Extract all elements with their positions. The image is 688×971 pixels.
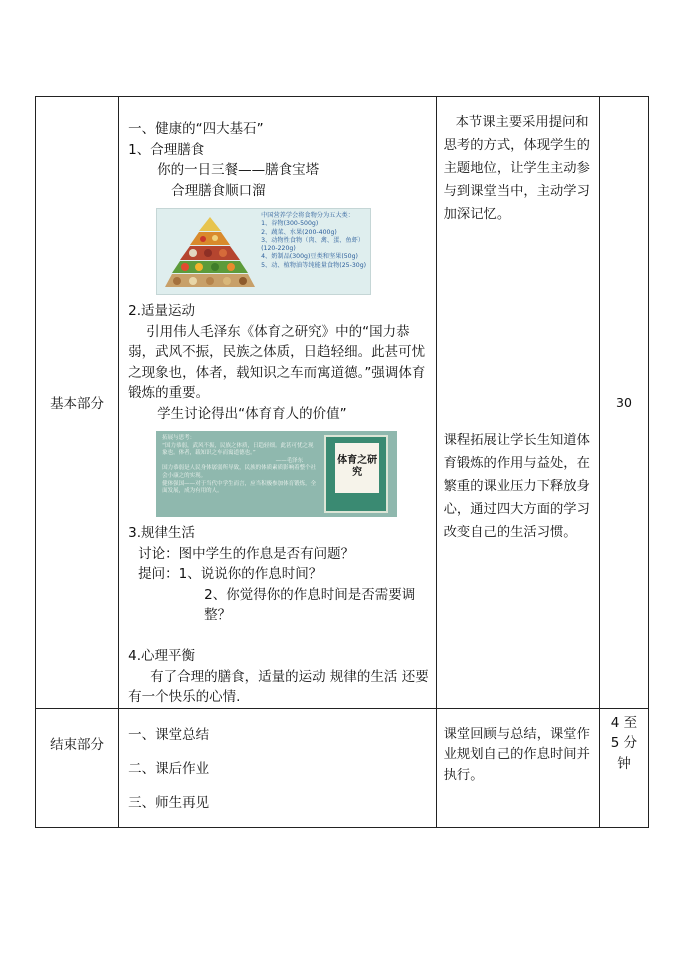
basic-minutes: 30 (599, 97, 648, 709)
food-caption-line: 4、奶制品(300g)豆类和坚果(50g) (261, 253, 358, 261)
end-section-row (36, 708, 649, 828)
food-image-caption (261, 212, 369, 270)
routine-question-1: 提问：1、说说你的作息时间？ (138, 566, 323, 582)
diet-line-1: 你的一日三餐——膳食宝塔 (157, 162, 320, 178)
end-minutes-cell (599, 708, 648, 828)
mental-paragraph: 有了合理的膳食，适量的运动 规律的生活 还要有一个快乐的心情. (128, 668, 429, 705)
routine-discuss: 讨论：图中学生的作息是否有问题？ (138, 545, 355, 562)
book-caption-title: 拓展与思考： (162, 435, 196, 441)
note-top: 本节课主要采用提问和思考的方式，体现学生的主题地位，让学生主动参与到课堂当中，主动学习加深记忆。 (443, 115, 590, 223)
routine-question-2: 2、你觉得你的作息时间是否需要调整？ (204, 586, 416, 623)
diet-line-2: 合理膳食顺口溜 (171, 182, 266, 199)
section-heading: 一、健康的“四大基石” (128, 121, 264, 137)
book-caption-line: “国力恭弱，武风不振，民族之体质，日趋轻细。此甚可忧之现象也。体者，载知识之车而寓道德也。” (162, 442, 314, 457)
food-pyramid-image (156, 208, 371, 295)
exercise-line-2: 学生讨论得出“体育育人的价值” (157, 405, 347, 422)
end-minutes-line: 钟 (617, 755, 631, 772)
food-pyramid-graphic (163, 215, 257, 289)
food-caption-line: 2、蔬菜、水果(200-400g) (261, 228, 337, 236)
exercise-paragraph: 引用伟人毛泽东《体育之研究》中的“国力恭弱，武风不振，民族之体质，日趋轻细。此甚可忧之现象也，体者，载知识之车而寓道德。”强调体育锻炼的重要。 (128, 323, 426, 401)
book-study-image (156, 431, 397, 517)
food-caption-line: 5、动、植物油等纯能量食物(25-30g) (261, 261, 367, 269)
basic-section-row (36, 97, 649, 709)
book-caption-line: 健体强国——对于当代中学生而言，应当积极参加体育锻炼，全面发展，成为有用的人。 (162, 480, 317, 495)
exercise-title: 2.适量运动 (128, 303, 196, 319)
end-minutes-line: 5 分 (610, 735, 638, 751)
book-caption-line: 国力恭弱是人民身体孱弱所导致，民族的体质素质影响着整个社会小康之的实现。 (162, 465, 317, 479)
end-section-label: 结束部分 (36, 708, 119, 828)
end-minutes-line: 4 至 (610, 714, 638, 731)
end-item: 一、课堂总结 (128, 727, 210, 743)
basic-section-label: 基本部分 (36, 97, 119, 709)
routine-title: 3.规律生活 (128, 525, 196, 541)
book-caption-line: ——毛泽东 (275, 457, 304, 464)
diet-title: 1、合理膳食 (128, 141, 205, 158)
end-notes-cell (436, 708, 599, 828)
basic-content-cell (119, 97, 437, 709)
book-cover-title: 体育之研究 (337, 455, 378, 478)
book-image-caption (162, 435, 317, 496)
end-note: 课堂回顾与总结，课堂作业规划自己的作息时间并执行。 (443, 726, 590, 783)
mental-title: 4.心理平衡 (128, 648, 196, 664)
food-caption-line: 中国营养学会将食物分为五大类： (261, 212, 354, 219)
food-caption-line: 1、谷物(300-500g) (261, 220, 319, 228)
end-item: 三、师生再见 (128, 795, 210, 811)
lesson-plan-table (35, 96, 649, 828)
book-cover (324, 435, 388, 513)
end-item: 二、课后作业 (128, 761, 210, 777)
note-mid: 课程拓展让学长生知道体育锻炼的作用与益处，在繁重的课业压力下释放身心，通过四大方面的学习改变自己的生活习惯。 (443, 432, 590, 540)
basic-notes-cell (436, 97, 599, 709)
end-content-cell (119, 708, 437, 828)
food-caption-line: 3、动物性食物（肉、禽、蛋、鱼虾）(120-220g) (261, 236, 365, 253)
